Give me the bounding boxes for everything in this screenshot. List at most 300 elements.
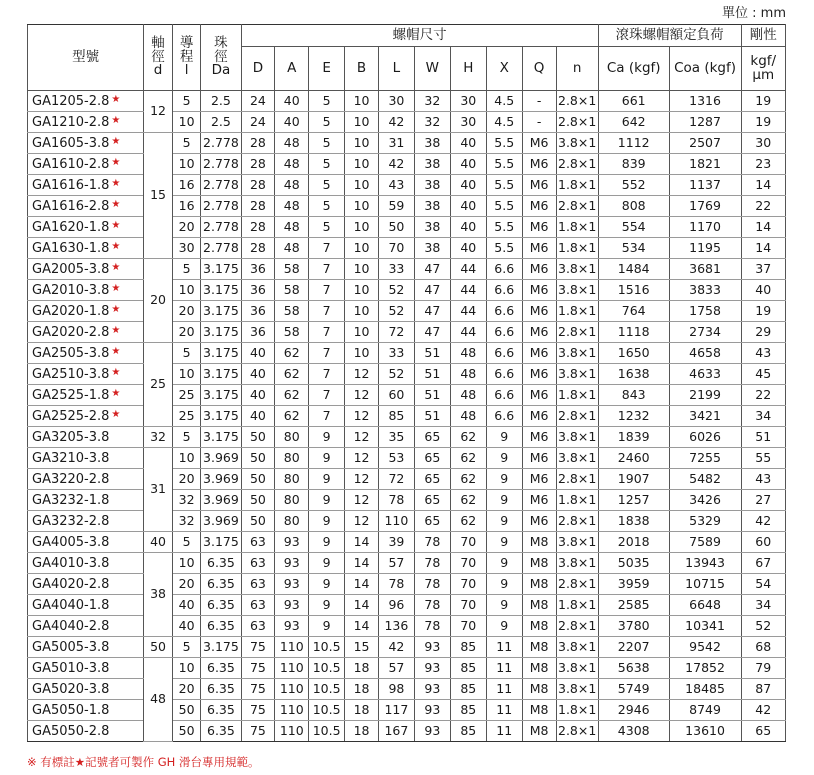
model-name: GA2020-1.8 [32,303,110,319]
model-cell [28,112,144,133]
cell-ca: 554 [598,217,669,238]
shaft-diameter-cell: 12 [144,91,173,133]
table-row [28,91,786,112]
cell-ca: 3959 [598,574,669,595]
cell-ca: 2207 [598,637,669,658]
shaft-diameter-cell: 25 [144,343,173,427]
cell-q: M6 [522,343,556,364]
cell-lead: 50 [172,721,201,742]
cell-rig: 23 [741,154,786,175]
table-row [28,637,786,658]
model-cell [28,196,144,217]
cell-h: 30 [450,91,486,112]
cell-a: 93 [275,532,309,553]
cell-a: 62 [275,406,309,427]
cell-rig: 54 [741,574,786,595]
cell-da: 3.175 [201,280,241,301]
cell-n: 2.8×1 [556,154,598,175]
cell-rig: 51 [741,427,786,448]
cell-n: 2.8×1 [556,469,598,490]
cell-ca: 1112 [598,133,669,154]
cell-d: 75 [241,637,275,658]
cell-x: 4.5 [486,91,522,112]
cell-da: 3.175 [201,343,241,364]
cell-w: 65 [414,427,450,448]
cell-w: 38 [414,154,450,175]
cell-q: M8 [522,532,556,553]
cell-rig: 40 [741,280,786,301]
table-row [28,322,786,343]
cell-coa: 10341 [669,616,741,637]
cell-l: 53 [378,448,414,469]
cell-w: 93 [414,679,450,700]
cell-b: 10 [345,259,379,280]
cell-a: 58 [275,322,309,343]
shaft-diameter-cell: 38 [144,553,173,637]
cell-q: M6 [522,469,556,490]
cell-q: M6 [522,196,556,217]
cell-da: 2.778 [201,154,241,175]
cell-h: 62 [450,448,486,469]
cell-e: 9 [309,595,345,616]
model-name: GA1210-2.8 [32,114,110,130]
cell-coa: 10715 [669,574,741,595]
cell-h: 40 [450,238,486,259]
cell-ca: 1516 [598,280,669,301]
cell-b: 14 [345,553,379,574]
cell-lead: 5 [172,91,201,112]
model-cell [28,490,144,511]
table-row [28,721,786,742]
cell-d: 63 [241,553,275,574]
header-col-H: H [450,47,486,91]
cell-x: 5.5 [486,217,522,238]
cell-rig: 79 [741,658,786,679]
cell-q: M6 [522,154,556,175]
cell-h: 85 [450,679,486,700]
cell-b: 10 [345,238,379,259]
model-name: GA3232-2.8 [32,513,110,529]
cell-rig: 55 [741,448,786,469]
cell-a: 62 [275,343,309,364]
cell-b: 10 [345,343,379,364]
cell-x: 5.5 [486,154,522,175]
cell-w: 78 [414,595,450,616]
model-cell [28,343,144,364]
model-name: GA1610-2.8 [32,156,110,172]
cell-ca: 534 [598,238,669,259]
cell-coa: 4658 [669,343,741,364]
header-col-B: B [345,47,379,91]
cell-l: 52 [378,364,414,385]
ball-nut-spec-table [27,24,786,742]
model-cell [28,448,144,469]
cell-w: 32 [414,91,450,112]
cell-lead: 5 [172,133,201,154]
cell-e: 7 [309,259,345,280]
cell-ca: 1839 [598,427,669,448]
cell-ca: 1232 [598,406,669,427]
cell-l: 42 [378,112,414,133]
cell-l: 57 [378,553,414,574]
cell-ca: 4308 [598,721,669,742]
table-header [28,25,786,91]
header-col-Q: Q [522,47,556,91]
model-name: GA2005-3.8 [32,261,110,277]
cell-rig: 65 [741,721,786,742]
cell-da: 2.778 [201,196,241,217]
cell-x: 9 [486,595,522,616]
cell-b: 10 [345,154,379,175]
cell-h: 62 [450,490,486,511]
cell-ca: 839 [598,154,669,175]
model-name: GA3220-2.8 [32,471,110,487]
table-row [28,448,786,469]
cell-n: 3.8×1 [556,532,598,553]
cell-b: 10 [345,322,379,343]
cell-ca: 1484 [598,259,669,280]
table-row [28,511,786,532]
cell-a: 40 [275,112,309,133]
shaft-diameter-cell: 20 [144,259,173,343]
shaft-diameter-cell: 32 [144,427,173,448]
star-icon: ★ [111,219,121,231]
model-name: GA2020-2.8 [32,324,110,340]
cell-x: 6.6 [486,259,522,280]
cell-d: 75 [241,658,275,679]
cell-l: 30 [378,91,414,112]
cell-coa: 3426 [669,490,741,511]
cell-ca: 1838 [598,511,669,532]
cell-l: 70 [378,238,414,259]
cell-q: M6 [522,280,556,301]
cell-coa: 1821 [669,154,741,175]
cell-da: 3.175 [201,406,241,427]
cell-q: M8 [522,574,556,595]
cell-h: 70 [450,574,486,595]
cell-w: 51 [414,406,450,427]
table-row [28,616,786,637]
model-name: GA5020-3.8 [32,681,110,697]
cell-l: 35 [378,427,414,448]
cell-rig: 52 [741,616,786,637]
cell-h: 40 [450,154,486,175]
cell-rig: 19 [741,91,786,112]
cell-n: 3.8×1 [556,343,598,364]
cell-b: 18 [345,658,379,679]
cell-x: 9 [486,490,522,511]
model-cell [28,280,144,301]
cell-l: 117 [378,700,414,721]
cell-q: M6 [522,448,556,469]
cell-h: 70 [450,595,486,616]
header-col-coa: Coa (kgf) [669,47,741,91]
cell-da: 6.35 [201,553,241,574]
model-cell [28,700,144,721]
cell-l: 33 [378,259,414,280]
cell-a: 62 [275,364,309,385]
cell-e: 9 [309,490,345,511]
star-icon: ★ [111,408,121,420]
cell-da: 6.35 [201,595,241,616]
header-rigidity-unit: kgf/ μm [741,47,786,91]
cell-h: 44 [450,301,486,322]
cell-q: M6 [522,511,556,532]
cell-l: 59 [378,196,414,217]
cell-b: 15 [345,637,379,658]
cell-da: 6.35 [201,616,241,637]
cell-h: 48 [450,406,486,427]
table-body [28,91,786,742]
cell-ca: 5638 [598,658,669,679]
cell-da: 2.778 [201,217,241,238]
cell-e: 10.5 [309,721,345,742]
model-name: GA5050-2.8 [32,723,110,739]
cell-b: 14 [345,595,379,616]
cell-x: 5.5 [486,196,522,217]
cell-lead: 5 [172,343,201,364]
cell-e: 9 [309,616,345,637]
cell-w: 38 [414,196,450,217]
cell-d: 28 [241,133,275,154]
cell-e: 9 [309,448,345,469]
cell-a: 48 [275,133,309,154]
model-cell [28,595,144,616]
cell-d: 28 [241,238,275,259]
cell-coa: 4633 [669,364,741,385]
cell-l: 60 [378,385,414,406]
cell-l: 43 [378,175,414,196]
cell-q: M8 [522,700,556,721]
cell-rig: 14 [741,175,786,196]
cell-lead: 16 [172,175,201,196]
cell-x: 5.5 [486,175,522,196]
model-cell [28,91,144,112]
model-name: GA4040-2.8 [32,618,110,634]
model-name: GA5010-3.8 [32,660,110,676]
cell-da: 6.35 [201,679,241,700]
cell-coa: 17852 [669,658,741,679]
cell-a: 48 [275,238,309,259]
cell-rig: 19 [741,112,786,133]
cell-x: 11 [486,679,522,700]
cell-coa: 3681 [669,259,741,280]
cell-x: 6.6 [486,343,522,364]
cell-x: 9 [486,427,522,448]
cell-q: M6 [522,238,556,259]
header-col-E: E [309,47,345,91]
cell-da: 3.175 [201,322,241,343]
cell-w: 47 [414,301,450,322]
cell-e: 5 [309,175,345,196]
cell-coa: 13610 [669,721,741,742]
model-cell [28,133,144,154]
cell-d: 28 [241,175,275,196]
cell-lead: 10 [172,154,201,175]
cell-lead: 5 [172,259,201,280]
cell-h: 48 [450,364,486,385]
cell-l: 50 [378,217,414,238]
cell-d: 28 [241,217,275,238]
cell-da: 6.35 [201,574,241,595]
model-cell [28,364,144,385]
cell-ca: 5749 [598,679,669,700]
cell-l: 57 [378,658,414,679]
cell-l: 98 [378,679,414,700]
model-name: GA4020-2.8 [32,576,110,592]
cell-a: 93 [275,616,309,637]
cell-e: 7 [309,238,345,259]
cell-e: 9 [309,553,345,574]
cell-e: 7 [309,364,345,385]
cell-d: 40 [241,343,275,364]
cell-n: 2.8×1 [556,196,598,217]
table-row [28,112,786,133]
header-shaft-diameter: 軸 徑 d [144,25,173,91]
star-icon: ★ [111,156,121,168]
star-icon: ★ [111,345,121,357]
cell-h: 40 [450,175,486,196]
cell-w: 51 [414,364,450,385]
header-col-n: n [556,47,598,91]
cell-coa: 3833 [669,280,741,301]
model-cell [28,385,144,406]
cell-b: 12 [345,406,379,427]
cell-w: 65 [414,448,450,469]
cell-w: 65 [414,490,450,511]
cell-n: 1.8×1 [556,217,598,238]
cell-x: 9 [486,553,522,574]
cell-e: 9 [309,532,345,553]
cell-coa: 6648 [669,595,741,616]
star-icon: ★ [111,114,121,126]
cell-coa: 9542 [669,637,741,658]
model-cell [28,532,144,553]
cell-n: 3.8×1 [556,679,598,700]
cell-x: 11 [486,721,522,742]
table-row [28,427,786,448]
cell-e: 10.5 [309,679,345,700]
cell-lead: 10 [172,553,201,574]
cell-lead: 40 [172,595,201,616]
model-cell [28,301,144,322]
cell-w: 78 [414,553,450,574]
cell-da: 6.35 [201,658,241,679]
cell-d: 63 [241,532,275,553]
cell-e: 9 [309,574,345,595]
model-cell [28,616,144,637]
cell-h: 85 [450,637,486,658]
star-icon: ★ [111,93,121,105]
cell-da: 3.175 [201,259,241,280]
cell-l: 78 [378,574,414,595]
cell-x: 6.6 [486,406,522,427]
cell-b: 12 [345,364,379,385]
cell-q: M6 [522,490,556,511]
table-row [28,595,786,616]
cell-e: 7 [309,322,345,343]
cell-x: 6.6 [486,322,522,343]
cell-coa: 1287 [669,112,741,133]
cell-d: 40 [241,406,275,427]
cell-w: 47 [414,259,450,280]
cell-da: 6.35 [201,700,241,721]
cell-d: 50 [241,490,275,511]
cell-lead: 20 [172,469,201,490]
cell-rig: 30 [741,133,786,154]
cell-a: 58 [275,280,309,301]
model-name: GA1205-2.8 [32,93,110,109]
cell-rig: 27 [741,490,786,511]
cell-w: 38 [414,217,450,238]
cell-w: 93 [414,658,450,679]
cell-lead: 20 [172,301,201,322]
cell-lead: 32 [172,490,201,511]
cell-q: M6 [522,322,556,343]
cell-coa: 1137 [669,175,741,196]
cell-q: M6 [522,406,556,427]
model-cell [28,154,144,175]
cell-rig: 19 [741,301,786,322]
cell-q: M8 [522,637,556,658]
star-icon: ★ [111,135,121,147]
model-cell [28,721,144,742]
cell-coa: 5482 [669,469,741,490]
model-cell [28,637,144,658]
cell-l: 52 [378,280,414,301]
cell-e: 7 [309,343,345,364]
cell-ca: 1257 [598,490,669,511]
cell-e: 9 [309,469,345,490]
cell-coa: 2734 [669,322,741,343]
cell-n: 2.8×1 [556,721,598,742]
header-lead: 導 程 l [172,25,201,91]
cell-rig: 37 [741,259,786,280]
cell-e: 7 [309,280,345,301]
cell-n: 3.8×1 [556,427,598,448]
cell-b: 10 [345,133,379,154]
cell-q: M6 [522,217,556,238]
model-cell [28,217,144,238]
cell-lead: 20 [172,217,201,238]
cell-d: 36 [241,301,275,322]
table-row [28,133,786,154]
cell-d: 40 [241,385,275,406]
table-row [28,532,786,553]
header-rigidity: 剛性 [741,25,786,47]
table-row [28,196,786,217]
model-cell [28,238,144,259]
cell-coa: 5329 [669,511,741,532]
cell-a: 110 [275,637,309,658]
cell-d: 50 [241,469,275,490]
cell-lead: 40 [172,616,201,637]
cell-l: 85 [378,406,414,427]
cell-q: M8 [522,721,556,742]
cell-x: 11 [486,700,522,721]
model-cell [28,406,144,427]
star-icon: ★ [111,282,121,294]
cell-q: M6 [522,301,556,322]
model-cell [28,322,144,343]
table-row [28,658,786,679]
cell-d: 50 [241,427,275,448]
cell-l: 72 [378,469,414,490]
cell-n: 1.8×1 [556,700,598,721]
cell-w: 47 [414,280,450,301]
table-row [28,385,786,406]
cell-l: 42 [378,154,414,175]
